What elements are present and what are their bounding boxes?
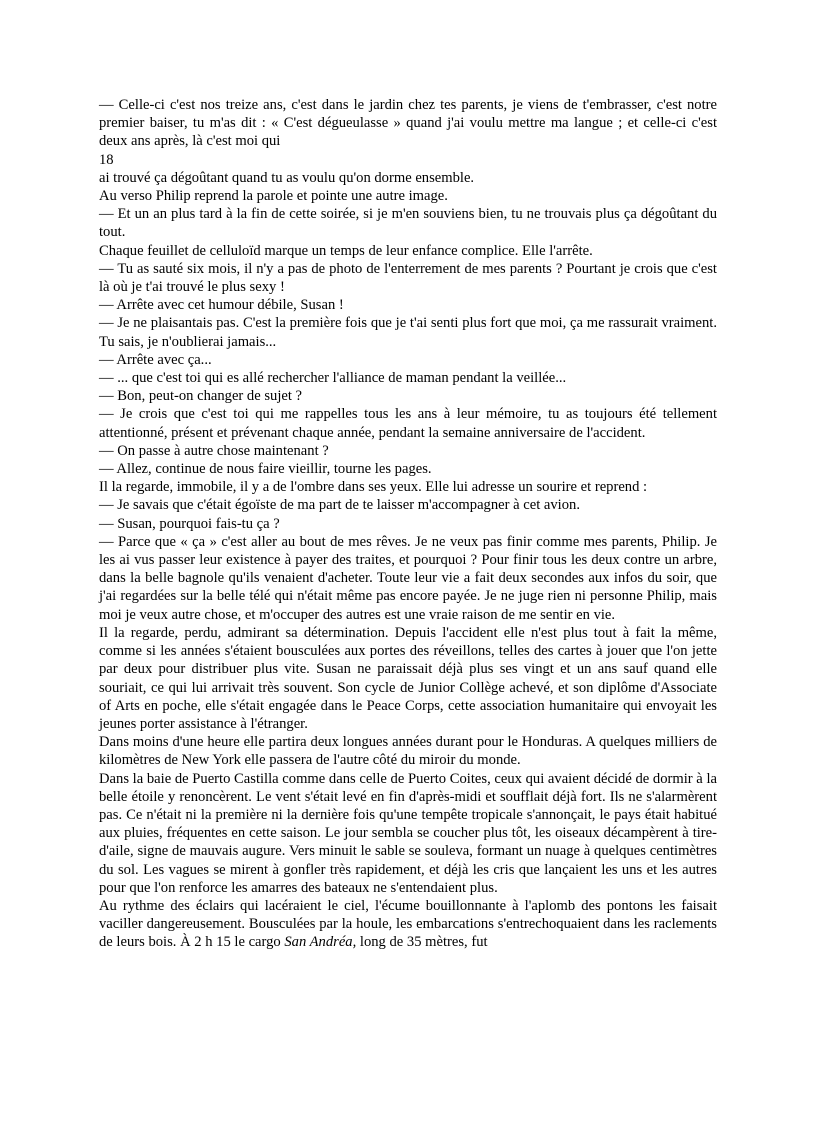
- paragraph: Dans la baie de Puerto Castilla comme dans celle de Puerto Coites, ceux qui avaient décidé de dormir à la belle étoile y renoncèrent. Le vent s'était levé en fin d'après-midi et soufflait déjà fort. Ils ne s'alarmèrent pas. Ce n'était ni la première ni la dernière fois qu'une tempête tropicale s'annonçait, le pays était habitué aux pluies, fréquentes en cette saison. Le jour sembla se coucher plus tôt, les oiseaux décampèrent à tire-d'aile, signe de mauvais augure. Vers minuit le sable se souleva, formant un nuage à quelques centimètres du sol. Les vagues se mirent à gonfler très rapidement, et déjà les cris que lançaient les uns et les autres pour que l'on renforce les amarres des bateaux ne s'entendaient plus.: [99, 770, 717, 896]
- page-number: 18: [99, 151, 114, 168]
- paragraph: ai trouvé ça dégoûtant quand tu as voulu qu'on dorme ensemble.: [99, 169, 475, 186]
- paragraph: — Parce que « ça » c'est aller au bout de mes rêves. Je ne veux pas finir comme mes parents, Philip. Je les ai vus passer leur existence à payer des traites, et pourquoi ? Pour finir tous les deux contre un arbre, dans la belle bagnole qu'ils venaient d'acheter. Toute leur vie a fait deux secondes aux infos du soir, que j'ai regardées sur la belle télé qui n'était même pas encore payée. Je ne juge rien ni personne Philip, mais moi je veux autre chose, et m'occuper des autres est une vraie raison de me sentir en vie.: [99, 533, 717, 623]
- paragraph: — Bon, peut-on changer de sujet ?: [99, 388, 303, 405]
- ship-name: San Andréa,: [284, 934, 357, 951]
- paragraph: — Susan, pourquoi fais-tu ça ?: [99, 515, 280, 532]
- paragraph: Dans moins d'une heure elle partira deux longues années durant pour le Honduras. A quelques milliers de kilomètres de New York elle passera de l'autre côté du miroir du monde.: [99, 734, 717, 769]
- paragraph: — Je crois que c'est toi qui me rappelles tous les ans à leur mémoire, tu as toujours été tellement attentionné, présent et prévenant chaque année, pendant la semaine anniversaire de l'accident.: [99, 406, 717, 441]
- paragraph: Chaque feuillet de celluloïd marque un temps de leur enfance complice. Elle l'arrête.: [99, 242, 593, 259]
- paragraph: — ... que c'est toi qui es allé rechercher l'alliance de maman pendant la veillée...: [99, 370, 567, 387]
- paragraph: — Celle-ci c'est nos treize ans, c'est dans le jardin chez tes parents, je viens de t'embrasser, c'est notre premier baiser, tu m'as dit : « C'est dégueulasse » quand j'ai voulu mettre ma langue ; et celle-ci c'est deux ans après, là c'est moi qui: [99, 97, 717, 150]
- paragraph: — On passe à autre chose maintenant ?: [99, 442, 329, 459]
- paragraph-last: [99, 897, 717, 952]
- paragraph: Il la regarde, immobile, il y a de l'ombre dans ses yeux. Elle lui adresse un sourire et reprend :: [99, 479, 648, 496]
- book-page-text: [99, 96, 717, 952]
- paragraph: — Je savais que c'était égoïste de ma part de te laisser m'accompagner à cet avion.: [99, 497, 580, 514]
- paragraph: Au verso Philip reprend la parole et pointe une autre image.: [99, 188, 448, 205]
- paragraph: — Allez, continue de nous faire vieillir, tourne les pages.: [99, 461, 432, 478]
- paragraph-last-end: long de 35 mètres, fut: [356, 934, 488, 951]
- paragraph: — Arrête avec ça...: [99, 351, 212, 368]
- paragraph: — Tu as sauté six mois, il n'y a pas de photo de l'enterrement de mes parents ? Pourtant je crois que c'est là où je t'ai trouvé le plus sexy !: [99, 260, 717, 296]
- paragraph: — Et un an plus tard à la fin de cette soirée, si je m'en souviens bien, tu ne trouvais plus ça dégoûtant du tout.: [99, 206, 717, 241]
- paragraph-last-start: Au rythme des éclairs qui lacéraient le ciel, l'écume bouillonnante à l'aplomb des pontons les faisait vaciller dangereusement. Bousculées par la houle, les embarcations s'entrechoquaient dans les raclements de leurs bois. À 2 h 15 le cargo: [99, 897, 717, 951]
- paragraph: Il la regarde, perdu, admirant sa détermination. Depuis l'accident elle n'est plus tout à fait la même, comme si les années s'étaient bousculées aux portes des réveillons, telles des cartes à jouer que l'on jette par deux pour distribuer plus vite. Susan ne paraissait déjà plus ses vingt et un ans sauf quand elle souriait, ce qui lui arrivait très souvent. Son cycle de Junior Collège achevé, et son diplôme d'Associate of Arts en poche, elle s'était engagée dans le Peace Corps, cette association humanitaire qui envoyait les jeunes porter assistance à l'étranger.: [99, 624, 717, 732]
- paragraph: — Arrête avec cet humour débile, Susan !: [99, 297, 344, 314]
- paragraph: — Je ne plaisantais pas. C'est la première fois que je t'ai senti plus fort que moi, ça me rassurait vraiment. Tu sais, je n'oublierai jamais...: [99, 315, 717, 350]
